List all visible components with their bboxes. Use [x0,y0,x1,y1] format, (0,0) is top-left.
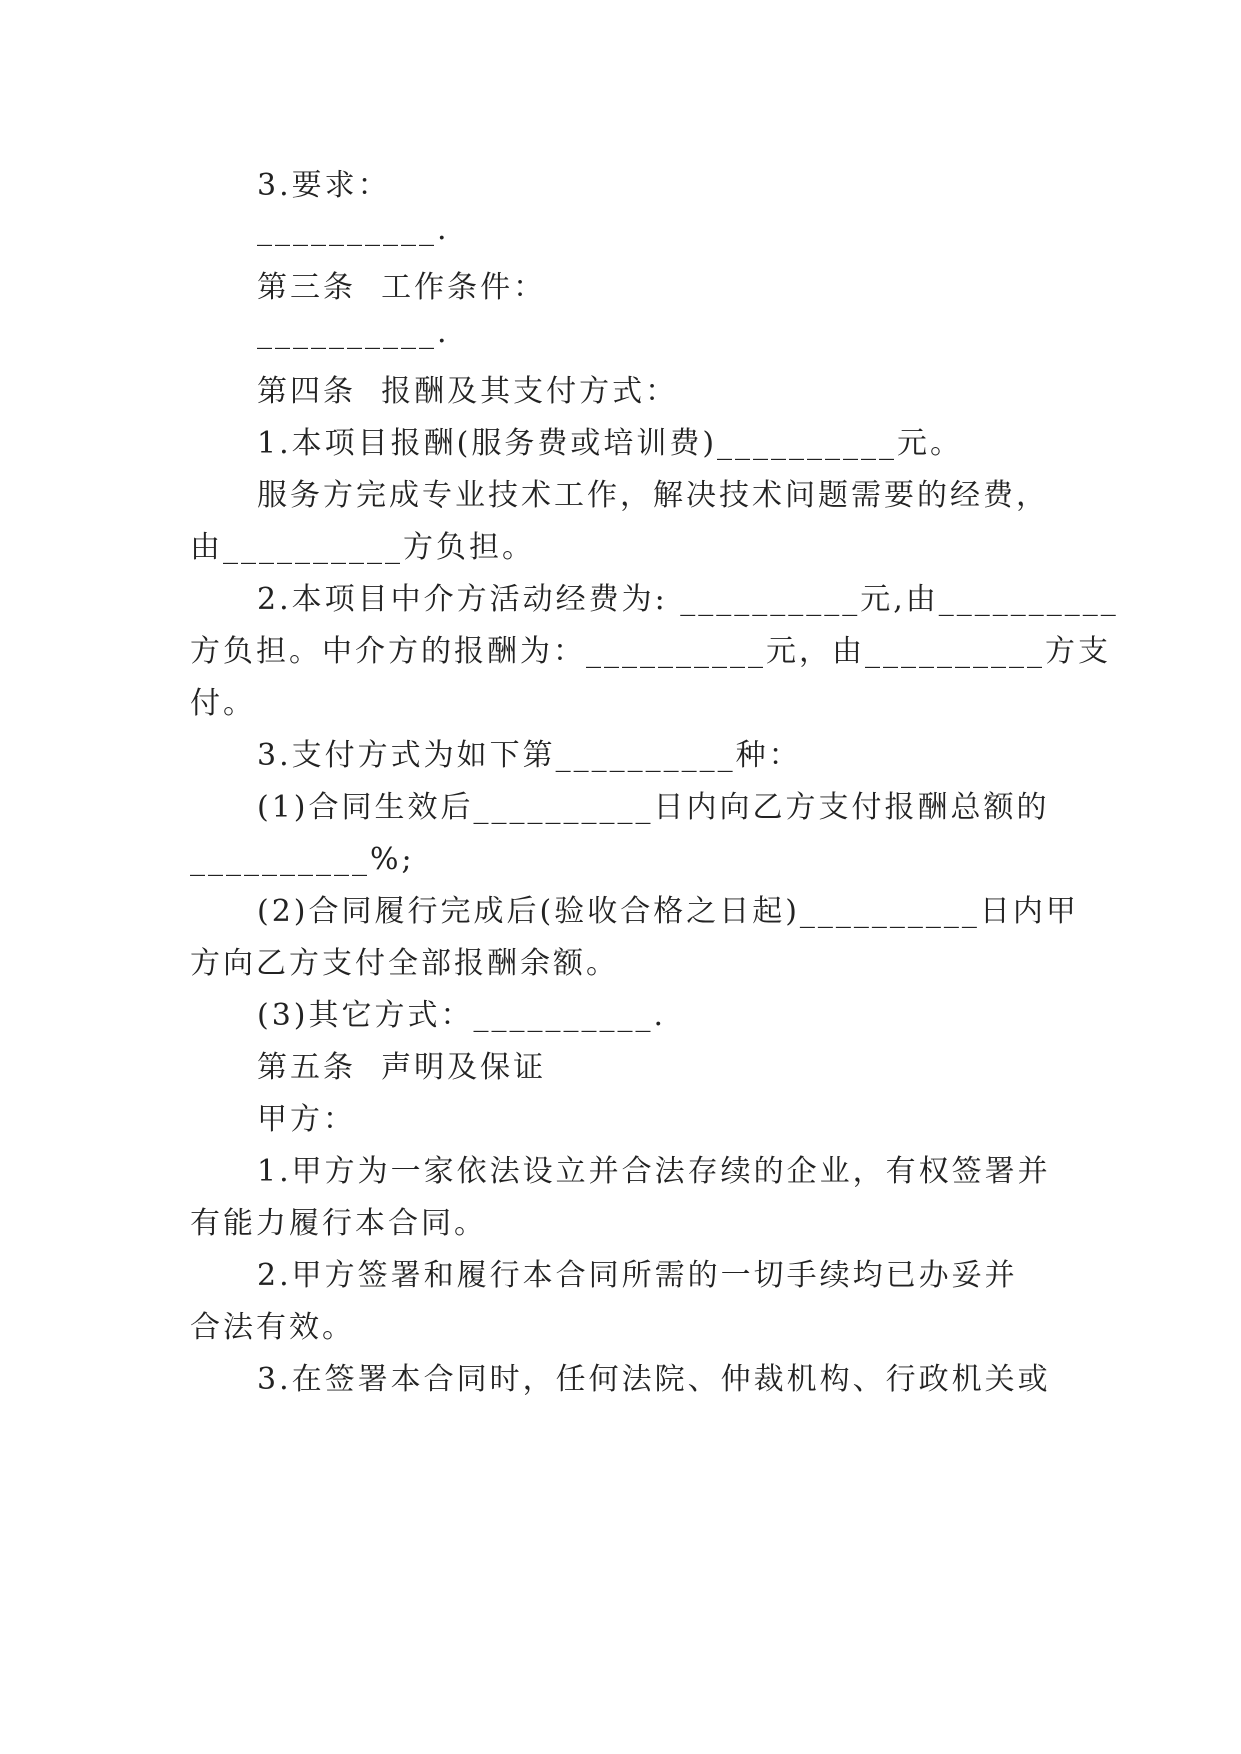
paragraph-line: 方向乙方支付全部报酬余额。 [190,946,619,981]
paragraph-line: 2.甲方签署和履行本合同所需的一切手续均已办妥并 [257,1258,1018,1293]
paragraph-line: 付。 [190,686,256,721]
article-3-heading: 第三条 工作条件： [257,270,547,305]
paragraph-line: 1.甲方为一家依法设立并合法存续的企业，有权签署并 [257,1154,1051,1189]
article-4-heading: 第四条 报酬及其支付方式： [257,374,679,409]
paragraph-line: 服务方完成专业技术工作，解决技术问题需要的经费， [257,478,1049,513]
clause-3-requirements: 3.要求： [257,168,391,203]
paragraph-line: 有能力履行本合同。 [190,1206,487,1241]
paragraph-line: 合法有效。 [190,1310,355,1345]
paragraph-line: (1)合同生效后__________日内向乙方支付报酬总额的 [257,790,1050,825]
party-a-label: 甲方： [257,1102,356,1137]
paragraph-line: (2)合同履行完成后(验收合格之日起)__________日内甲 [257,894,1079,929]
paragraph-line: 1.本项目报酬(服务费或培训费)__________元。 [257,426,964,461]
blank-line: __________. [257,212,450,247]
article-5-heading: 第五条 声明及保证 [257,1050,547,1085]
paragraph-line: __________%; [190,842,415,877]
blank-line: __________. [257,315,450,350]
paragraph-line: (3)其它方式：__________. [257,998,667,1033]
paragraph-line: 3.在签署本合同时，任何法院、仲裁机构、行政机关或 [257,1362,1051,1397]
paragraph-line: 3.支付方式为如下第__________种： [257,738,802,773]
paragraph-line: 方负担。中介方的报酬为：__________元，由__________方支 [190,634,1111,669]
paragraph-line: 2.本项目中介方活动经费为: __________元,由__________ [257,582,1119,617]
paragraph-line: 由__________方负担。 [190,530,535,565]
